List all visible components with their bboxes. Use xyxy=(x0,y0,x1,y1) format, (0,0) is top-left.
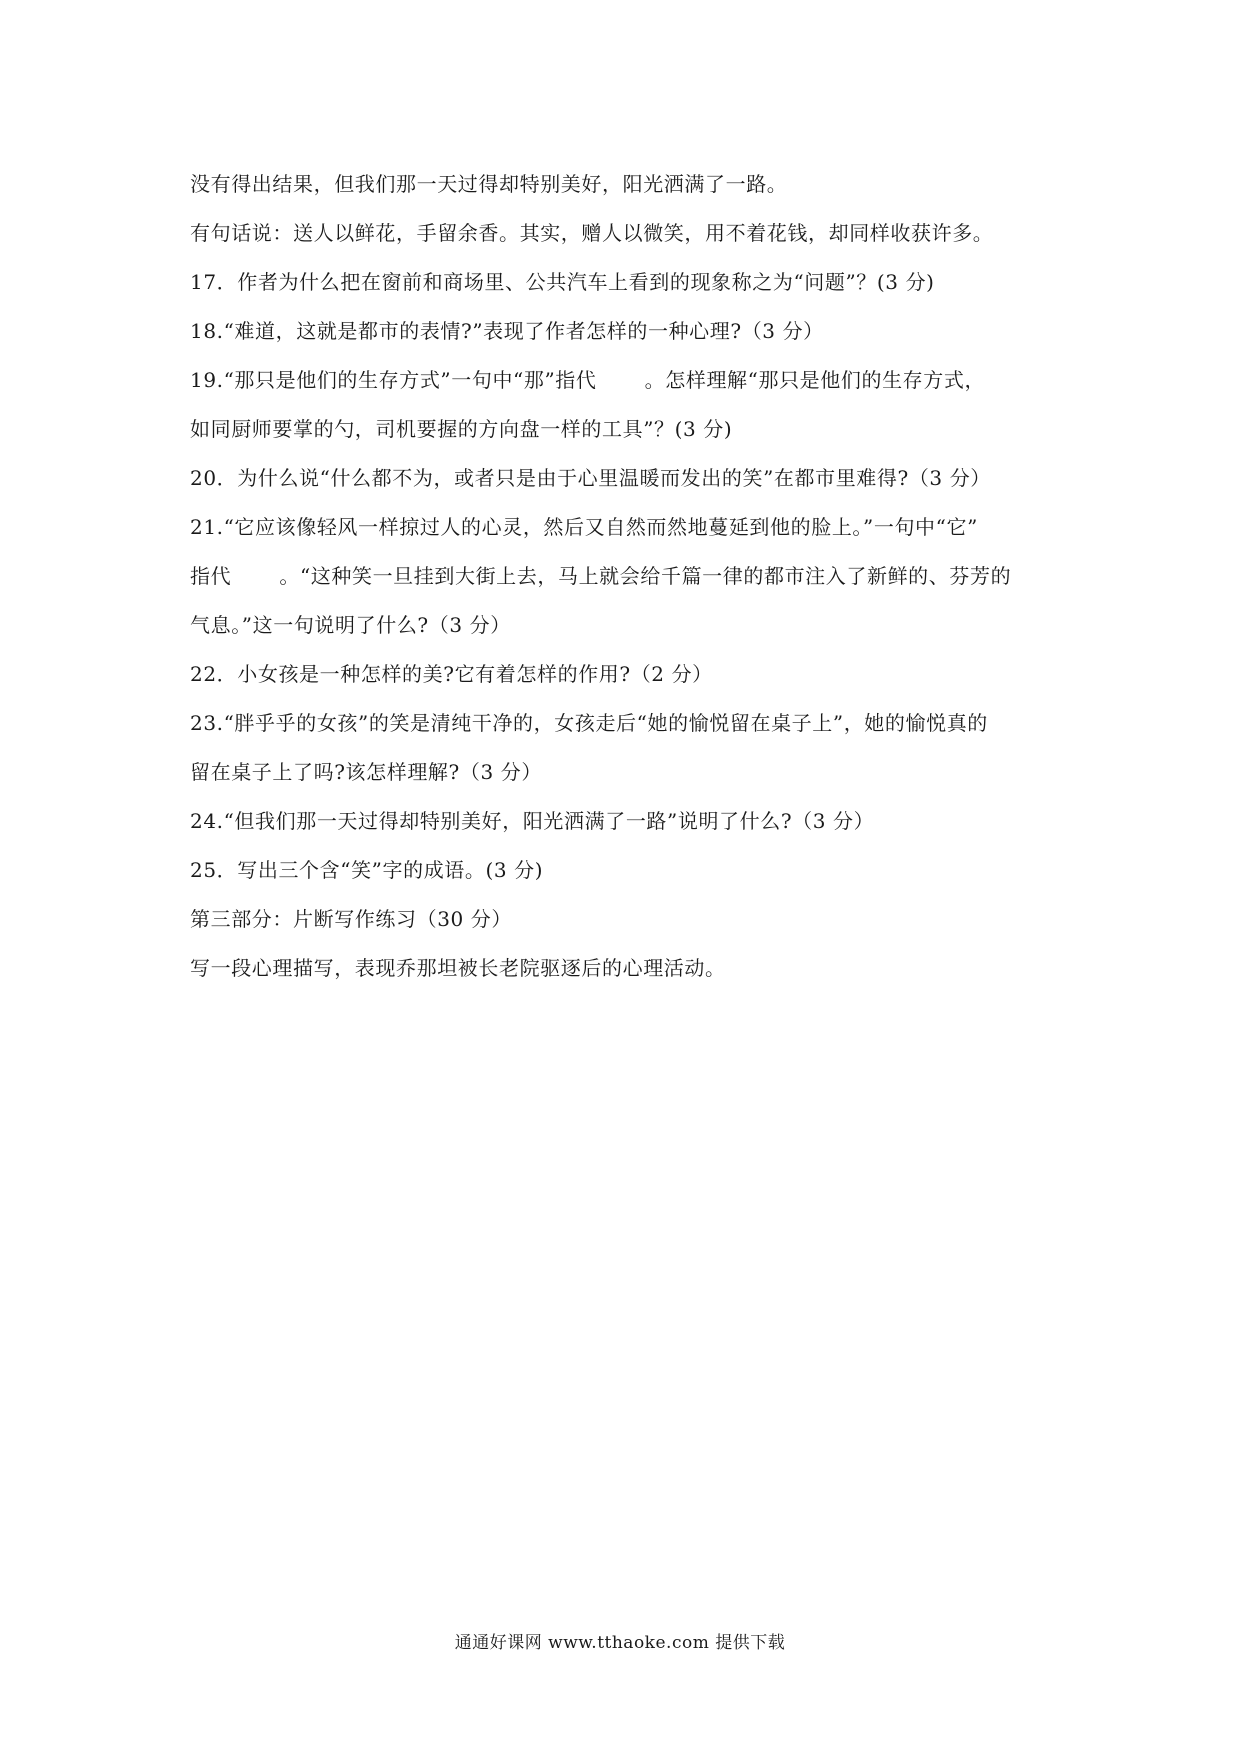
question-20: 20．为什么说“什么都不为，或者只是由于心里温暖而发出的笑”在都市里难得?（3 分） xyxy=(190,466,991,490)
question-17: 17．作者为什么把在窗前和商场里、公共汽车上看到的现象称之为“问题”？(3 分) xyxy=(190,270,935,294)
text-line: 没有得出结果，但我们那一天过得却特别美好，阳光洒满了一路。 xyxy=(190,172,788,196)
document-body xyxy=(190,160,1070,993)
question-23: 23.“胖乎乎的女孩”的笑是清纯干净的，女孩走后“她的愉悦留在桌子上”，她的愉悦真的 xyxy=(190,711,988,735)
writing-prompt: 写一段心理描写，表现乔那坦被长老院驱逐后的心理活动。 xyxy=(190,956,726,980)
question-21-cont: 指代 。“这种笑一旦挂到大街上去，马上就会给千篇一律的都市注入了新鲜的、芬芳的 xyxy=(190,564,1012,588)
question-19-cont: 如同厨师要掌的勺，司机要握的方向盘一样的工具”？(3 分) xyxy=(190,417,733,441)
question-22: 22．小女孩是一种怎样的美?它有着怎样的作用?（2 分） xyxy=(190,662,713,686)
question-21: 21.“它应该像轻风一样掠过人的心灵，然后又自然而然地蔓延到他的脸上。”一句中“它” xyxy=(190,515,978,539)
question-18: 18.“难道，这就是都市的表情?”表现了作者怎样的一种心理?（3 分） xyxy=(190,319,824,343)
question-25: 25．写出三个含“笑”字的成语。(3 分) xyxy=(190,858,544,882)
question-19: 19.“那只是他们的生存方式”一句中“那”指代 。怎样理解“那只是他们的生存方式， xyxy=(190,368,986,392)
text-line: 有句话说：送人以鲜花，手留余香。其实，赠人以微笑，用不着花钱，却同样收获许多。 xyxy=(190,221,994,245)
question-24: 24.“但我们那一天过得却特别美好，阳光洒满了一路”说明了什么?（3 分） xyxy=(190,809,875,833)
page-footer: 通通好课网 www.tthaoke.com 提供下载 xyxy=(454,1633,786,1653)
section-heading: 第三部分：片断写作练习（30 分） xyxy=(190,907,513,931)
question-21-cont: 气息。”这一句说明了什么?（3 分） xyxy=(190,613,511,637)
question-23-cont: 留在桌子上了吗?该怎样理解?（3 分） xyxy=(190,760,542,784)
